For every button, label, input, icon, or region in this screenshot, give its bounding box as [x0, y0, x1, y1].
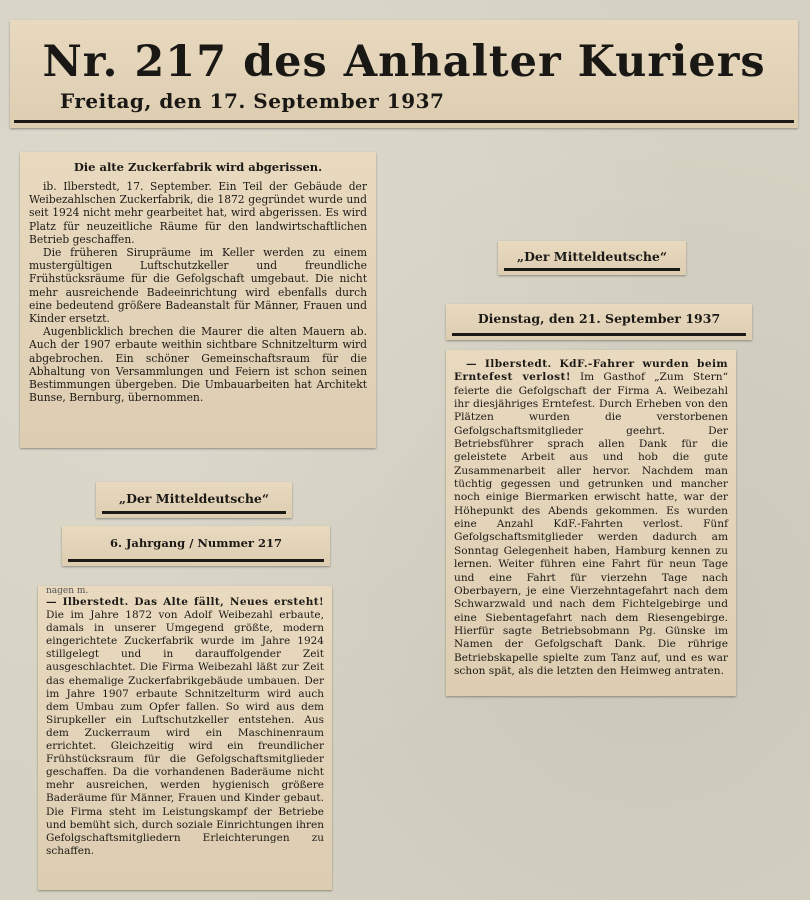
article-kdf-fahrer-clipping [446, 350, 736, 696]
masthead-clipping [10, 20, 798, 128]
article3-body [446, 350, 736, 678]
newspaper-name: „Der Mitteldeutsche“ [516, 249, 668, 264]
newspaper-name: „Der Mitteldeutsche“ [118, 491, 270, 506]
newspaper-name-clipping-left [96, 482, 292, 518]
article3-lead: — Ilberstedt. KdF.-Fahrer wurden beim Erntefest verlost! [454, 358, 728, 384]
article1-body [20, 180, 376, 404]
banner-rule [102, 511, 286, 514]
torn-scrap-text: nagen m. [46, 586, 89, 596]
banner-rule [68, 559, 324, 562]
date-clipping-right [446, 304, 752, 340]
issue-number: 6. Jahrgang / Nummer 217 [109, 536, 283, 550]
banner-rule [452, 333, 746, 336]
article1-paragraph: ib. Ilberstedt, 17. September. Ein Teil der Gebäude der Weibezahlschen Zuckerfabrik, die 1872 gegründet wurde und seit 1924 nicht mehr gearbeitet hat, wird abgerissen. Es wird Platz für neuzeitliche Räume für den landwirtschaftlichen Betrieb geschaffen. [29, 180, 367, 246]
article2-lead: — Ilberstedt. Das Alte fällt, Neues ersteht! [46, 596, 324, 608]
banner-rule [504, 268, 680, 271]
newspaper-name-clipping-right [498, 241, 686, 275]
article-zuckerfabrik-clipping [20, 152, 376, 448]
article-das-alte-faellt-clipping [38, 586, 332, 890]
article2-body [38, 596, 332, 858]
clipping-date: Dienstag, den 21. September 1937 [477, 311, 721, 326]
article3-text: Im Gasthof „Zum Stern“ feierte die Gefolgschaft der Firma A. Weibezahl ihr diesjähriges Erntefest. Durch Erheben von den Plätzen wurden die verstorbenen Gefolgschaftsmitglieder geehrt. Der Betriebsführer sprach allen Dank für die geleistete Arbeit aus und hob die gute Zusammenarbeit aller hervor. Nachdem man tüchtig gegessen und getrunken und mancher noch einige Biermarken erwischt hatte, war der Höhepunkt des Abends gekommen. Es wurden eine Anzahl KdF.-Fahrten verlost. Fünf Gefolgschaftsmitglieder werden dadurch am Sonntag Gelegenheit haben, Hamburg kennen zu lernen. Weiter führen eine Fahrt für neun Tage und eine Fahrt für vierzehn Tage nach Oberbayern, je eine Vierzehntagefahrt nach dem Schwarzwald und nach dem Fichtelgebirge und eine Siebentagefahrt nach dem Riesengebirge. Hierfür sagte Betriebsobmann Pg. Günske im Namen der Gefolgschaft Dank. Die rührige Betriebskapelle spielte zum Tanz auf, und es war schon spät, als die letzten den Heimweg antraten. [454, 371, 728, 677]
masthead-rule [14, 120, 794, 123]
article2-text: Die im Jahre 1872 von Adolf Weibezahl erbaute, damals in unserer Umgegend größte, modern eingerichtete Zuckerfabrik wurde im Jahre 1924 stillgelegt und in darauffolgender Zeit ausgeschlachtet. Die Firma Weibezahl läßt zur Zeit das ehemalige Zuckerfabrikgebäude umbauen. Der im Jahre 1907 erbaute Schnitzelturm wird auch dem Umbau zum Opfer fallen. So wird aus dem Sirupkeller ein Luftschutzkeller entstehen. Aus dem Zuckerraum wird ein Maschinenraum errichtet. Gleichzeitig wird ein freundlicher Frühstücksraum für die Gefolgschaftsmitglieder geschaffen. Da die vorhandenen Baderäume nicht mehr ausreichen, werden hygienisch größere Baderäume für Männer, Frauen und Kinder gebaut. Die Firma steht im Leistungskampf der Betriebe und bemüht sich, durch soziale Einrichtungen ihren Gefolgschaftsmitgliedern Erleichterungen zu schaffen. [46, 609, 324, 857]
article1-headline: Die alte Zuckerfabrik wird abgerissen. [73, 160, 323, 174]
issue-number-clipping [62, 526, 330, 566]
article1-paragraph: Augenblicklich brechen die Maurer die alten Mauern ab. Auch der 1907 erbaute weithin sichtbare Schnitzelturm wird abgebrochen. Ein schöner Gemeinschaftsraum für die Abhaltung von Versammlungen und Feiern ist schon seinen Bestimmungen übergeben. Die Umbauarbeiten hat Architekt Bunse, Bernburg, übernommen. [29, 325, 367, 405]
article1-paragraph: Die früheren Sirupräume im Keller werden zu einem mustergültigen Luftschutzkeller und freundliche Frühstücksräume für die Gefolgschaft umgebaut. Die nicht mehr ausreichende Badeeinrichtung wird ebenfalls durch eine bedeutend größere Badeanstalt für Männer, Frauen und Kinder ersetzt. [29, 246, 367, 326]
masthead-date: Freitag, den 17. September 1937 [60, 89, 445, 113]
masthead-title: Nr. 217 des Anhalter Kuriers [42, 37, 766, 87]
